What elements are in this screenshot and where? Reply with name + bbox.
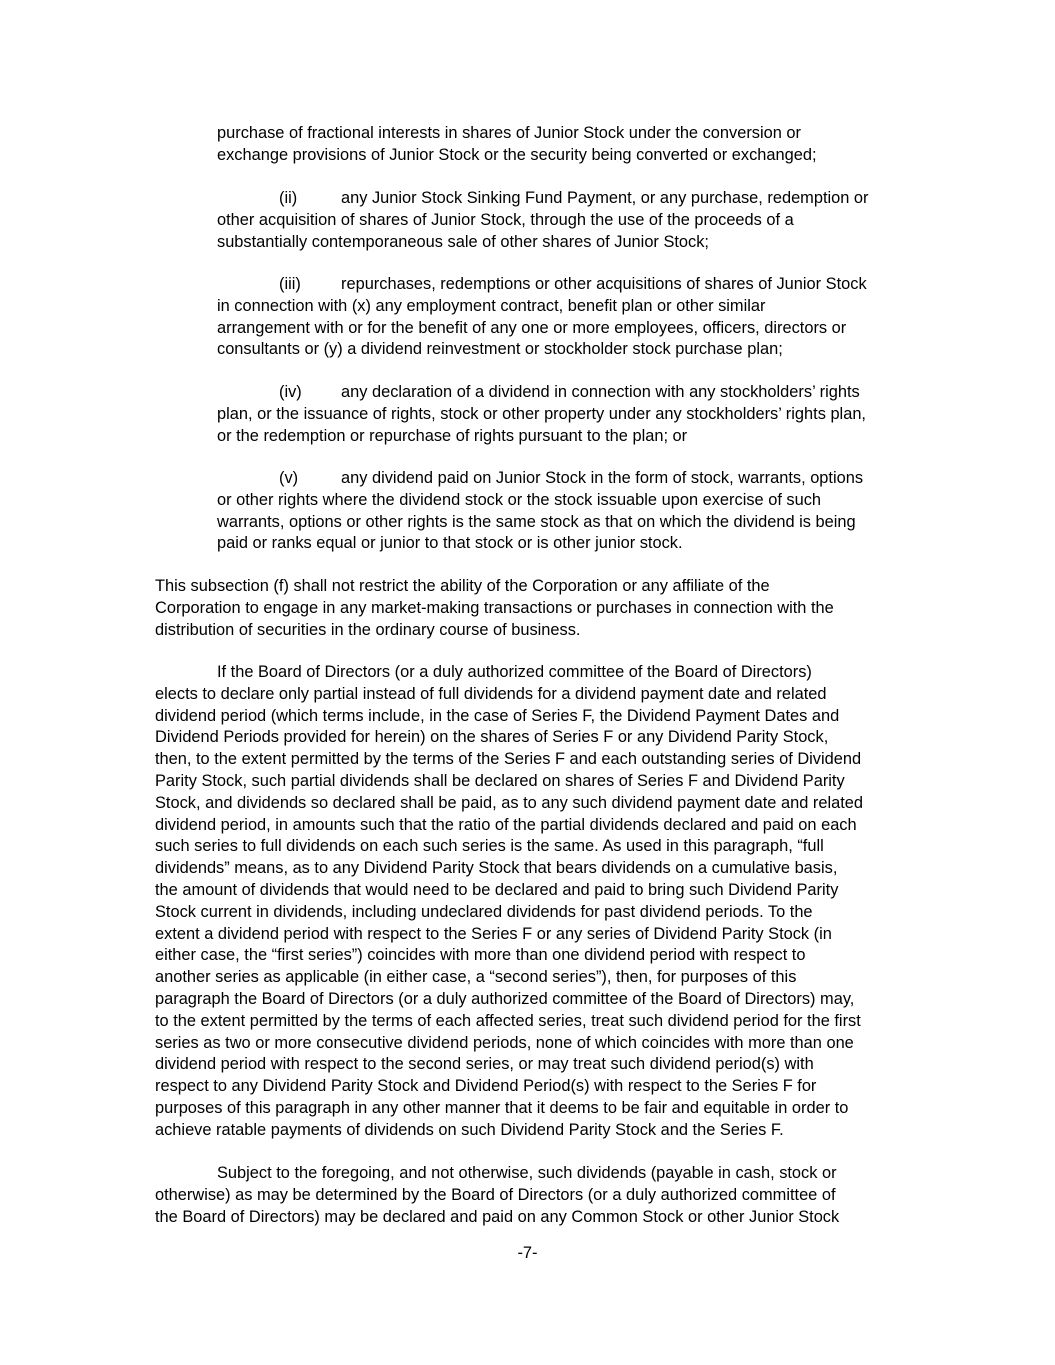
text-line: elects to declare only partial instead of full dividends for a dividend payment date and related	[155, 684, 827, 703]
subsection-note	[155, 576, 915, 641]
item-label: (iv)	[279, 383, 302, 401]
text-line: other acquisition of shares of Junior Stock, through the use of the proceeds of a	[217, 210, 794, 229]
text-line: paragraph the Board of Directors (or a duly authorized committee of the Board of Directors) may,	[155, 989, 855, 1008]
text-line: purposes of this paragraph in any other manner that it deems to be fair and equitable in order to	[155, 1098, 849, 1117]
text-line: extent a dividend period with respect to the Series F or any series of Dividend Parity Stock (in	[155, 924, 832, 943]
text-line: another series as applicable (in either case, a “second series”), then, for purposes of this	[155, 968, 797, 987]
text-line: any declaration of a dividend in connection with any stockholders’ rights	[341, 383, 860, 401]
text-line: or other rights where the dividend stock or the stock issuable upon exercise of such	[217, 490, 822, 509]
text-line: repurchases, redemptions or other acquisitions of shares of Junior Stock	[341, 275, 867, 293]
text-line: exchange provisions of Junior Stock or the security being converted or exchanged;	[217, 145, 817, 164]
text-line: the amount of dividends that would need to be declared and paid to bring such Dividend Parity	[155, 880, 839, 899]
text-line: either case, the “first series”) coincides with more than one dividend period with respect to	[155, 946, 806, 965]
text-line: any Junior Stock Sinking Fund Payment, or any purchase, redemption or	[341, 189, 869, 207]
text-line: respect to any Dividend Parity Stock and Dividend Period(s) with respect to the Series F for	[155, 1077, 817, 1096]
text-line: If the Board of Directors (or a duly authorized committee of the Board of Directors)	[217, 663, 812, 681]
item-label: (ii)	[279, 189, 298, 207]
text-line: Stock current in dividends, including undeclared dividends for past dividend periods. To the	[155, 902, 813, 921]
text-line: any dividend paid on Junior Stock in the form of stock, warrants, options	[341, 469, 864, 487]
text-line: purchase of fractional interests in shares of Junior Stock under the conversion or	[217, 124, 801, 142]
partial-dividends-paragraph	[155, 662, 915, 1142]
text-line: series as two or more consecutive dividend periods, none of which coincides with more than one	[155, 1033, 854, 1052]
page-number: -7-	[517, 1244, 538, 1262]
text-line: dividend period with respect to the second series, or may treat such dividend period(s) with	[155, 1055, 814, 1074]
text-line: dividend period (which terms include, in the case of Series F, the Dividend Payment Dates and	[155, 706, 840, 725]
text-line: or the redemption or repurchase of rights pursuant to the plan; or	[217, 426, 688, 445]
subject-paragraph	[155, 1163, 915, 1228]
text-line: consultants or (y) a dividend reinvestment or stockholder stock purchase plan;	[217, 340, 783, 359]
text-line: Corporation to engage in any market-making transactions or purchases in connection with the	[155, 598, 834, 617]
continuation-paragraph	[217, 123, 917, 167]
text-line: dividend period, in amounts such that the ratio of the partial dividends declared and paid on each	[155, 815, 857, 834]
list-item-iv	[217, 382, 917, 447]
text-line: achieve ratable payments of dividends on such Dividend Parity Stock and the Series F.	[155, 1120, 784, 1139]
text-line: distribution of securities in the ordinary course of business.	[155, 620, 581, 639]
text-line: paid or ranks equal or junior to that stock or is other junior stock.	[217, 534, 683, 553]
text-line: the Board of Directors) may be declared and paid on any Common Stock or other Junior Stock	[155, 1207, 840, 1226]
text-line: such series to full dividends on each such series is the same. As used in this paragraph, “full	[155, 837, 824, 856]
text-line: This subsection (f) shall not restrict the ability of the Corporation or any affiliate of the	[155, 577, 770, 595]
text-line: dividends” means, as to any Dividend Parity Stock that bears dividends on a cumulative basis,	[155, 859, 838, 878]
list-item-iii	[217, 274, 917, 361]
text-line: plan, or the issuance of rights, stock or other property under any stockholders’ rights plan,	[217, 404, 866, 423]
item-label: (iii)	[279, 275, 301, 293]
text-line: Stock, and dividends so declared shall be paid, as to any such dividend payment date and related	[155, 793, 863, 812]
text-line: Subject to the foregoing, and not otherwise, such dividends (payable in cash, stock or	[217, 1164, 837, 1182]
list-item-ii	[217, 188, 917, 253]
text-line: otherwise) as may be determined by the Board of Directors (or a duly authorized committee of	[155, 1185, 836, 1204]
list-item-v	[217, 468, 917, 555]
text-line: Parity Stock, such partial dividends shall be declared on shares of Series F and Dividend Parity	[155, 771, 845, 790]
item-label: (v)	[279, 469, 299, 487]
text-line: warrants, options or other rights is the same stock as that on which the dividend is being	[217, 512, 856, 531]
text-line: to the extent permitted by the terms of each affected series, treat such dividend period for the first	[155, 1011, 861, 1030]
text-line: in connection with (x) any employment contract, benefit plan or other similar	[217, 296, 766, 315]
text-line: substantially contemporaneous sale of other shares of Junior Stock;	[217, 232, 709, 251]
text-line: arrangement with or for the benefit of any one or more employees, officers, directors or	[217, 318, 847, 337]
text-line: Dividend Periods provided for herein) on the shares of Series F or any Dividend Parity Stock,	[155, 728, 829, 747]
text-line: then, to the extent permitted by the terms of the Series F and each outstanding series of Dividend	[155, 750, 862, 769]
